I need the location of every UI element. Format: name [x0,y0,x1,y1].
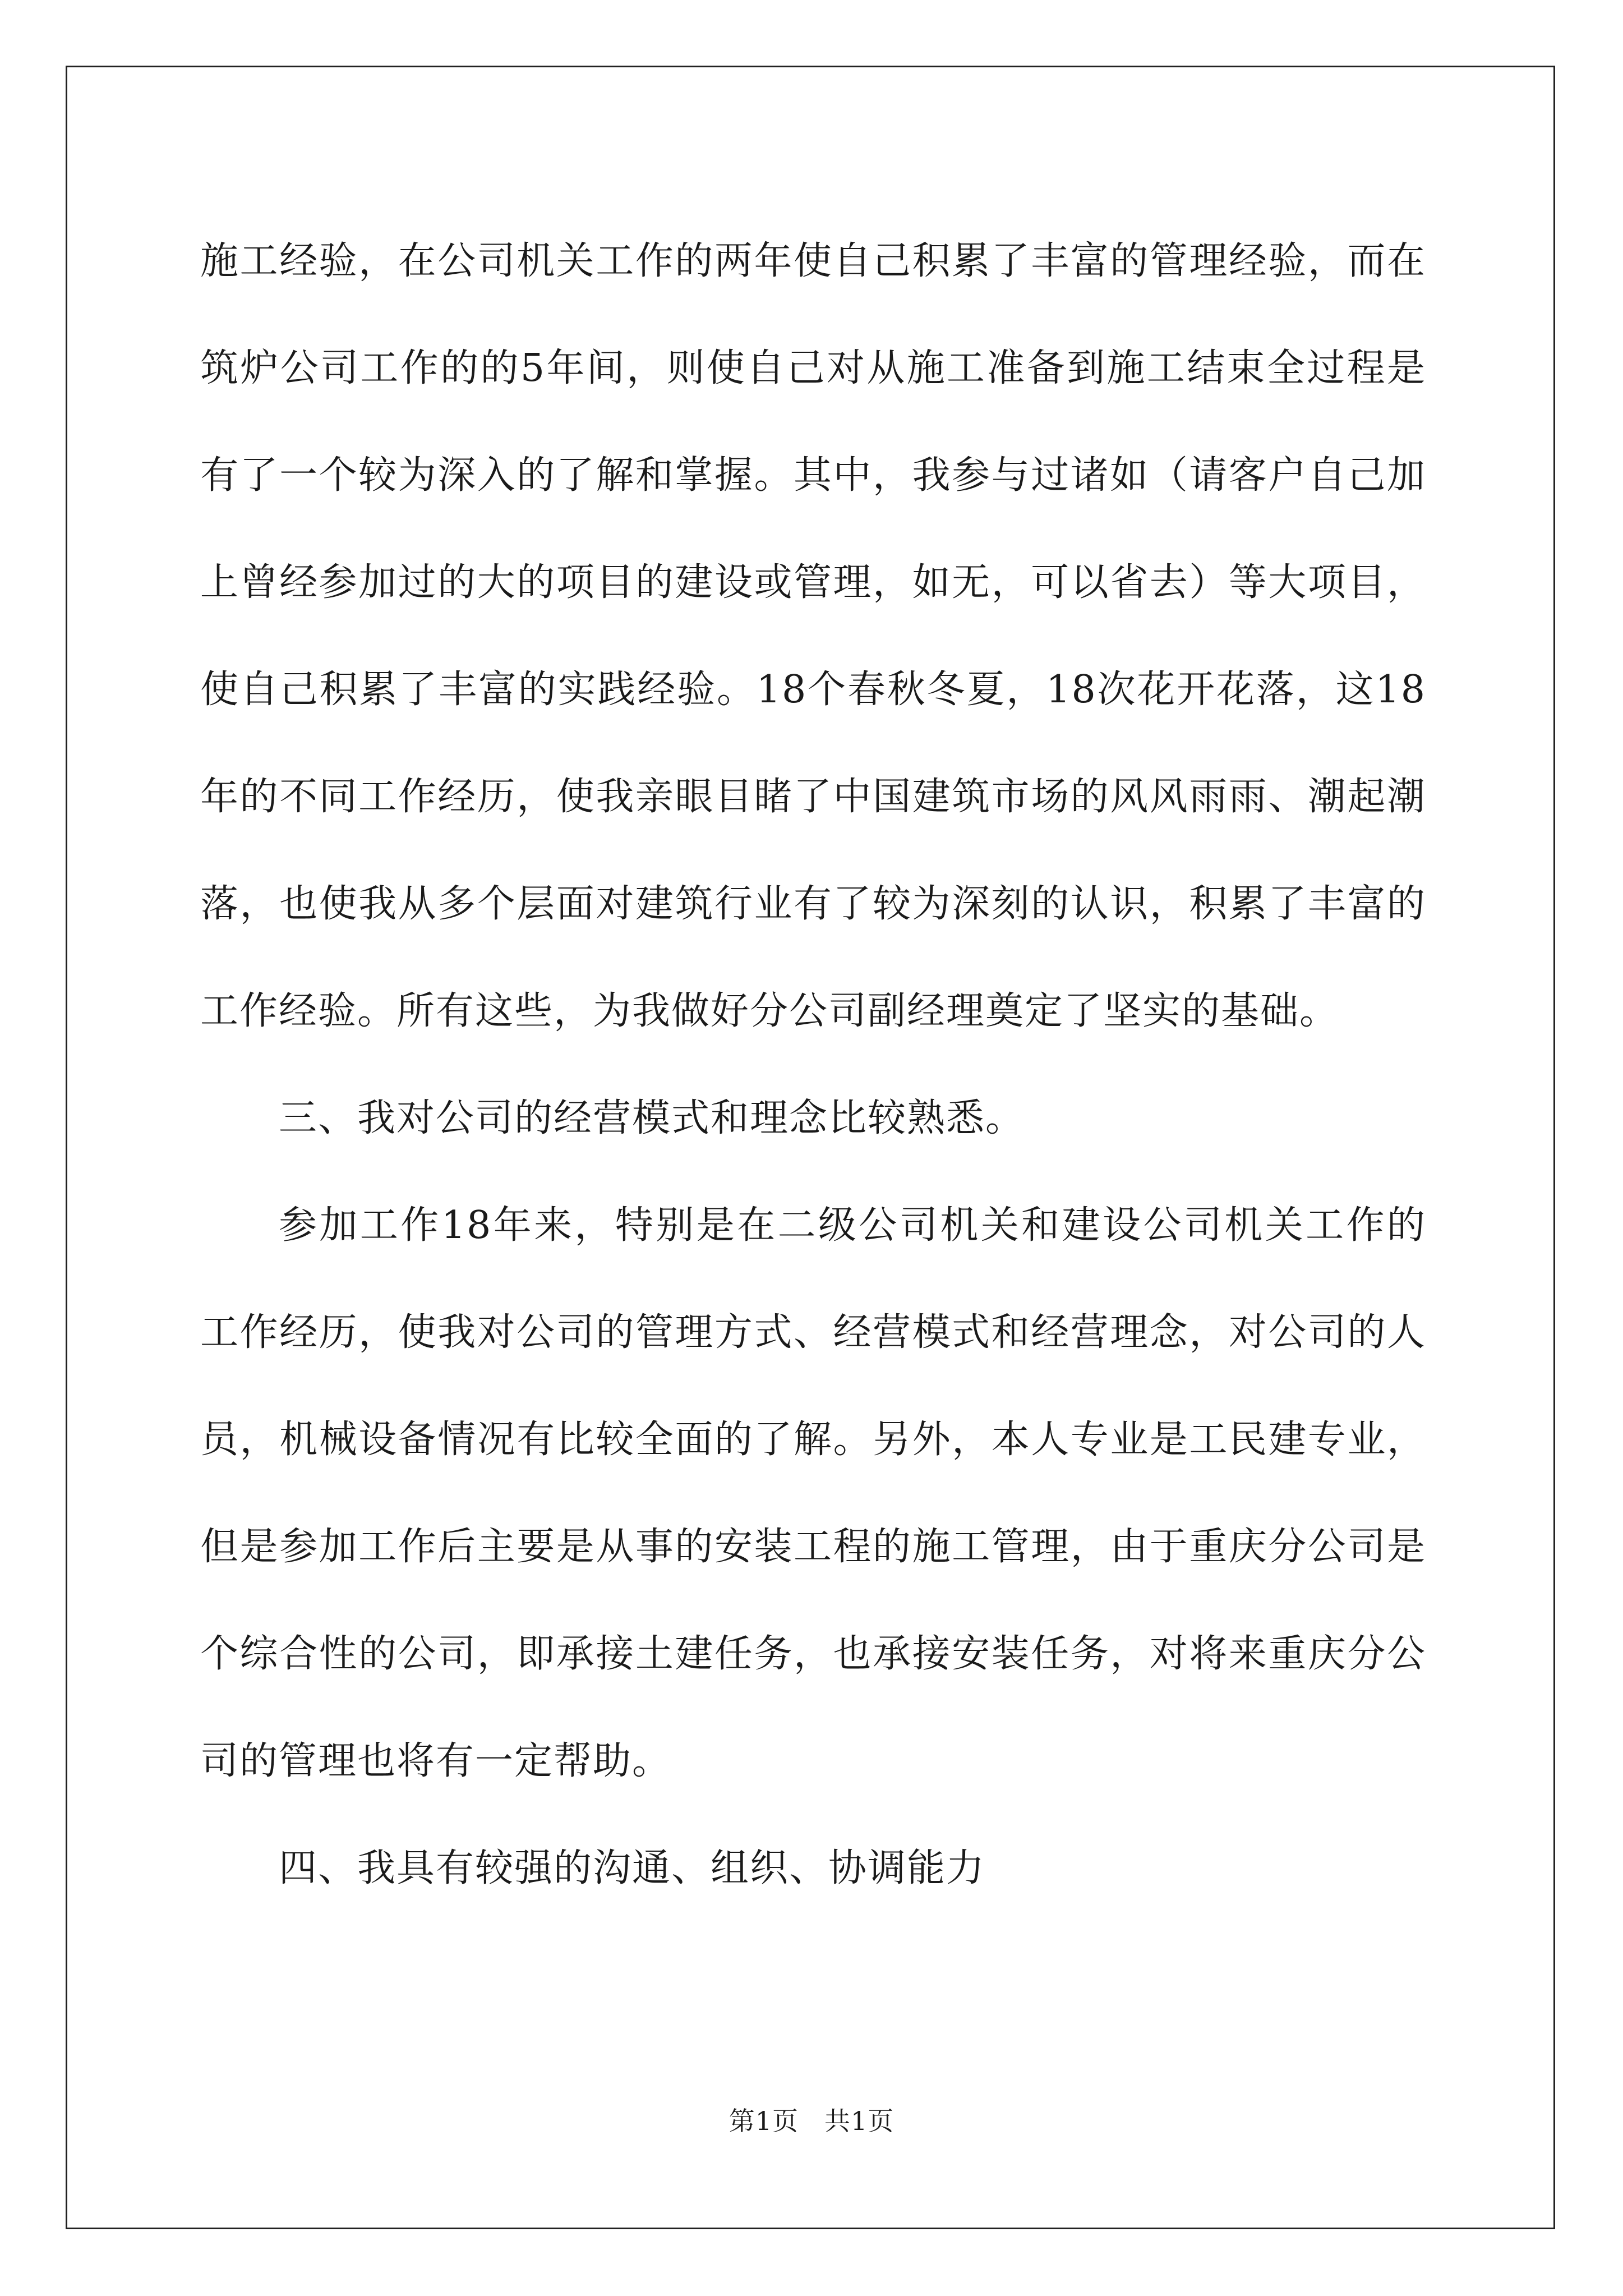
section-heading-4: 四、我具有较强的沟通、组织、协调能力 [279,1846,986,1890]
paragraph-2: 参加工作18年来，特别是在二级公司机关和建设公司机关工作的工作经历，使我对公司的管理方式、经营模式和经营理念，对公司的人员，机械设备情况有比较全面的了解。另外，本人专业是工民建专业，但是参加工作后主要是从事的安装工程的施工管理，由于重庆分公司是个综合性的公司，即承接土建任务，也承接安装任务，对将来重庆分公司的管理也将有一定帮助。 [200,1203,1426,1783]
page-number: 第1页 [728,2106,799,2136]
page-footer [0,2101,1623,2138]
document-body [200,208,1426,1922]
section-heading-3: 三、我对公司的经营模式和理念比较熟悉。 [279,1096,1025,1140]
page-total: 共1页 [824,2106,895,2136]
paragraph-1: 施工经验，在公司机关工作的两年使自己积累了丰富的管理经验，而在筑炉公司工作的的5年间，则使自己对从施工准备到施工结束全过程是有了一个较为深入的了解和掌握。其中，我参与过诸如（请客户自己加上曾经参加过的大的项目的建设或管理，如无，可以省去）等大项目，使自己积累了丰富的实践经验。18个春秋冬夏，18次花开花落，这18年的不同工作经历，使我亲眼目睹了中国建筑市场的风风雨雨、潮起潮落，也使我从多个层面对建筑行业有了较为深刻的认识，积累了丰富的工作经验。所有这些，为我做好分公司副经理奠定了坚实的基础。 [200,239,1426,1033]
